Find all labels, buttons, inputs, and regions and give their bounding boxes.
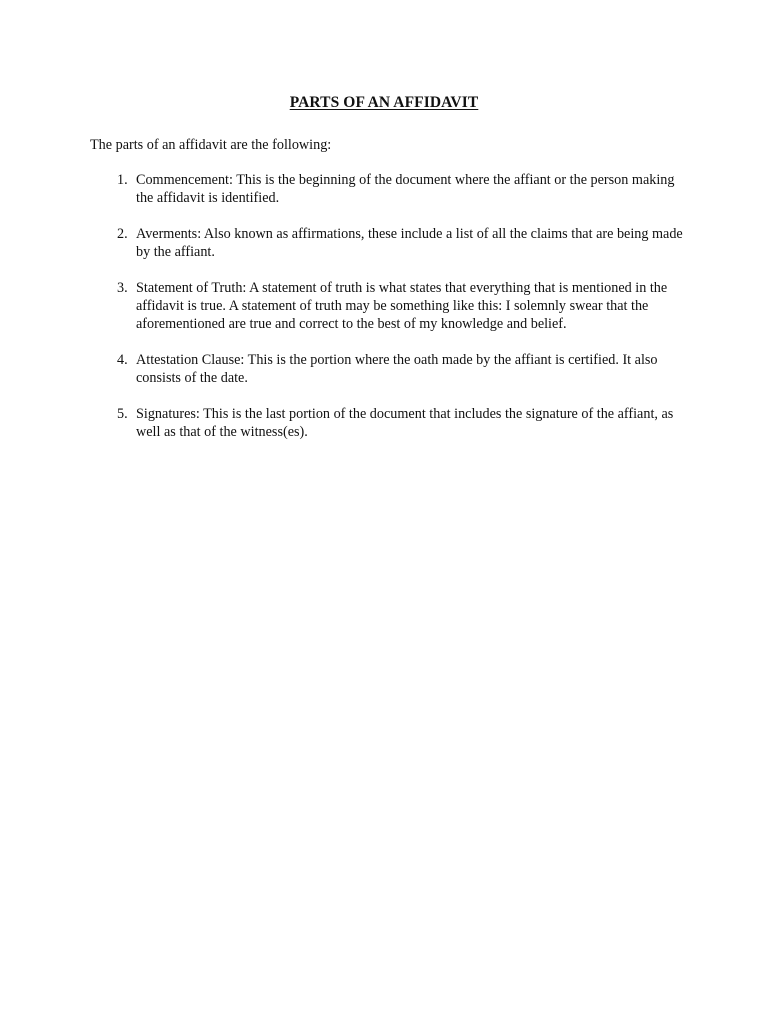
list-item-text: Signatures: This is the last portion of the document that includes the signature of the affiant, as well as that of the witness(es). — [136, 406, 674, 440]
list-item — [90, 171, 690, 207]
list-item-number: 5. — [117, 406, 128, 422]
parts-list — [90, 171, 690, 459]
list-item-text: Statement of Truth: A statement of truth is what states that everything that is mentioned in the affidavit is true. A statement of truth may be something like this: I solemnly swear that the aforementioned are true and correct to the best of my knowledge and belief. — [136, 280, 668, 332]
document-title: PARTS OF AN AFFIDAVIT — [289, 94, 479, 111]
list-item-number: 2. — [117, 226, 128, 242]
list-item-number: 3. — [117, 280, 128, 296]
list-item-text: Averments: Also known as affirmations, these include a list of all the claims that are being made by the affiant. — [136, 226, 683, 260]
intro-text: The parts of an affidavit are the following: — [90, 137, 332, 153]
list-item — [90, 405, 690, 441]
list-item — [90, 225, 690, 261]
list-item — [90, 279, 690, 333]
list-item-number: 4. — [117, 352, 128, 368]
list-item-text: Commencement: This is the beginning of the document where the affiant or the person making the affidavit is identified. — [136, 172, 675, 206]
list-item-text: Attestation Clause: This is the portion where the oath made by the affiant is certified. It also consists of the date. — [136, 352, 658, 386]
list-item — [90, 351, 690, 387]
list-item-number: 1. — [117, 172, 128, 188]
